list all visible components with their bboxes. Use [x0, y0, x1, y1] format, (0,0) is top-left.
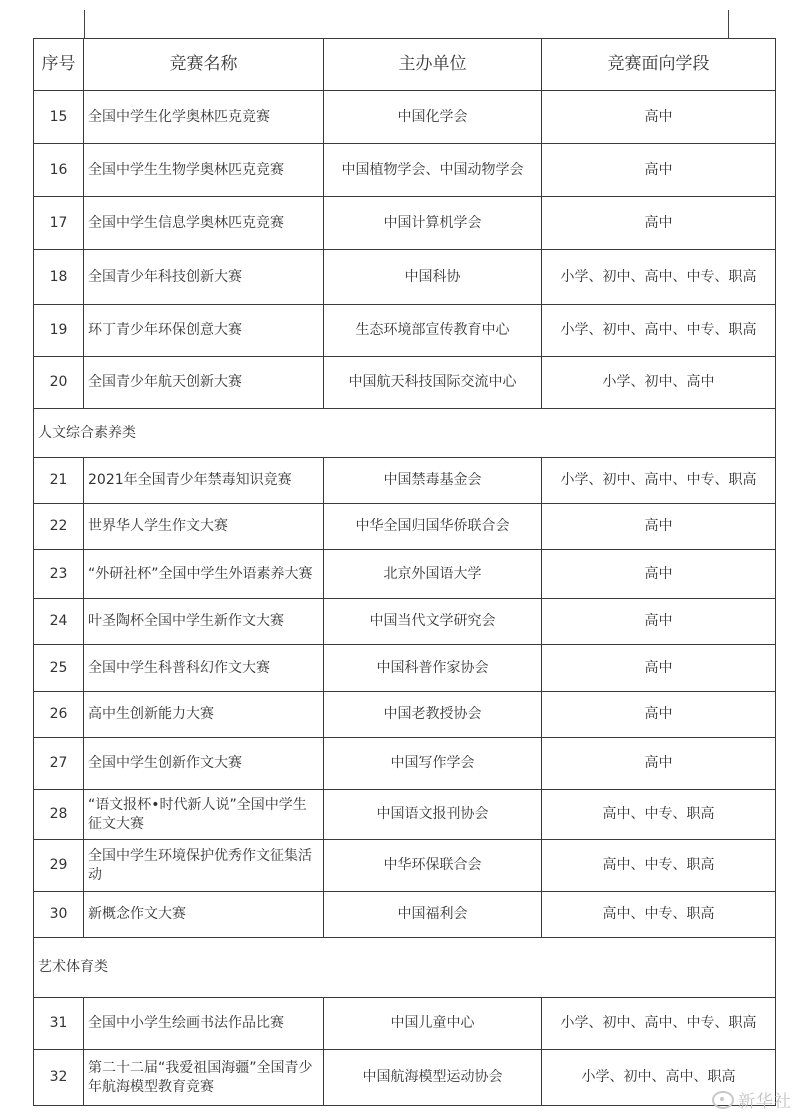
row-level: 小学、初中、高中、中专、职高 — [542, 998, 776, 1050]
table-row — [34, 91, 776, 144]
row-num: 25 — [34, 645, 84, 692]
row-name: 2021年全国青少年禁毒知识竞赛 — [84, 458, 324, 504]
header-row — [34, 39, 776, 91]
row-num: 31 — [34, 998, 84, 1050]
header-name: 竞赛名称 — [84, 39, 324, 91]
table-row — [34, 692, 776, 738]
row-level: 高中、中专、职高 — [542, 892, 776, 938]
row-level: 高中 — [542, 504, 776, 550]
row-org: 中国科协 — [324, 250, 542, 305]
row-name: 全国中学生创新作文大赛 — [84, 738, 324, 790]
watermark — [712, 1087, 792, 1112]
table-row — [34, 599, 776, 645]
row-level: 小学、初中、高中、职高 — [542, 1050, 776, 1106]
row-num: 24 — [34, 599, 84, 645]
row-name: “语文报杯•时代新人说”全国中学生征文大赛 — [84, 790, 324, 840]
crop-mark-left — [84, 10, 85, 38]
row-num: 22 — [34, 504, 84, 550]
row-level: 小学、初中、高中、中专、职高 — [542, 250, 776, 305]
row-num: 29 — [34, 840, 84, 892]
row-level: 高中、中专、职高 — [542, 840, 776, 892]
header-num: 序号 — [34, 39, 84, 91]
row-name: 高中生创新能力大赛 — [84, 692, 324, 738]
row-org: 中国禁毒基金会 — [324, 458, 542, 504]
row-name: 全国中小学生绘画书法作品比赛 — [84, 998, 324, 1050]
competition-table — [33, 38, 776, 1106]
row-name: 全国中学生生物学奥林匹克竞赛 — [84, 144, 324, 197]
header-level: 竞赛面向学段 — [542, 39, 776, 91]
table-row — [34, 144, 776, 197]
row-num: 26 — [34, 692, 84, 738]
table-row — [34, 790, 776, 840]
row-level: 高中 — [542, 738, 776, 790]
row-level: 小学、初中、高中、中专、职高 — [542, 305, 776, 357]
table-row — [34, 357, 776, 409]
row-org: 中华环保联合会 — [324, 840, 542, 892]
table-row — [34, 998, 776, 1050]
row-org: 生态环境部宣传教育中心 — [324, 305, 542, 357]
row-num: 17 — [34, 197, 84, 250]
row-level: 小学、初中、高中、中专、职高 — [542, 458, 776, 504]
table-row — [34, 1050, 776, 1106]
table-row — [34, 250, 776, 305]
row-org: 中国儿童中心 — [324, 998, 542, 1050]
row-org: 中国语文报刊协会 — [324, 790, 542, 840]
row-num: 32 — [34, 1050, 84, 1106]
row-name: 新概念作文大赛 — [84, 892, 324, 938]
row-org: 中国福利会 — [324, 892, 542, 938]
table-row — [34, 840, 776, 892]
row-org: 中国老教授协会 — [324, 692, 542, 738]
row-name: 全国中学生化学奥林匹克竞赛 — [84, 91, 324, 144]
row-level: 小学、初中、高中 — [542, 357, 776, 409]
row-name: 环丁青少年环保创意大赛 — [84, 305, 324, 357]
table-row — [34, 458, 776, 504]
crop-mark-right — [728, 10, 729, 38]
row-org: 北京外国语大学 — [324, 550, 542, 599]
row-name: 第二十二届“我爱祖国海疆”全国青少年航海模型教育竞赛 — [84, 1050, 324, 1106]
row-num: 16 — [34, 144, 84, 197]
section-row-humanities — [34, 409, 776, 458]
row-level: 高中 — [542, 91, 776, 144]
table-row — [34, 504, 776, 550]
row-level: 高中 — [542, 599, 776, 645]
row-org: 中国航天科技国际交流中心 — [324, 357, 542, 409]
table-row — [34, 738, 776, 790]
row-name: 全国中学生信息学奥林匹克竞赛 — [84, 197, 324, 250]
table-row — [34, 197, 776, 250]
header-org: 主办单位 — [324, 39, 542, 91]
row-num: 23 — [34, 550, 84, 599]
weibo-icon — [712, 1091, 734, 1109]
section-title: 艺术体育类 — [34, 938, 776, 998]
table-row — [34, 645, 776, 692]
table-row — [34, 305, 776, 357]
row-name: 全国中学生科普科幻作文大赛 — [84, 645, 324, 692]
table-row — [34, 550, 776, 599]
row-name: 世界华人学生作文大赛 — [84, 504, 324, 550]
row-org: 中国科普作家协会 — [324, 645, 542, 692]
row-num: 15 — [34, 91, 84, 144]
row-level: 高中 — [542, 692, 776, 738]
row-num: 27 — [34, 738, 84, 790]
row-name: 全国青少年航天创新大赛 — [84, 357, 324, 409]
row-level: 高中 — [542, 197, 776, 250]
row-num: 18 — [34, 250, 84, 305]
row-org: 中华全国归国华侨联合会 — [324, 504, 542, 550]
row-org: 中国航海模型运动协会 — [324, 1050, 542, 1106]
row-name: 全国青少年科技创新大赛 — [84, 250, 324, 305]
row-org: 中国植物学会、中国动物学会 — [324, 144, 542, 197]
row-num: 21 — [34, 458, 84, 504]
row-org: 中国化学会 — [324, 91, 542, 144]
section-title: 人文综合素养类 — [34, 409, 776, 458]
row-num: 20 — [34, 357, 84, 409]
row-name: “外研社杯”全国中学生外语素养大赛 — [84, 550, 324, 599]
row-name: 叶圣陶杯全国中学生新作文大赛 — [84, 599, 324, 645]
watermark-text: 新华社 — [738, 1092, 792, 1112]
row-num: 30 — [34, 892, 84, 938]
row-level: 高中 — [542, 144, 776, 197]
table-row — [34, 892, 776, 938]
row-num: 19 — [34, 305, 84, 357]
row-num: 28 — [34, 790, 84, 840]
row-level: 高中 — [542, 645, 776, 692]
section-row-arts — [34, 938, 776, 998]
row-name: 全国中学生环境保护优秀作文征集活动 — [84, 840, 324, 892]
row-level: 高中 — [542, 550, 776, 599]
row-org: 中国当代文学研究会 — [324, 599, 542, 645]
row-org: 中国计算机学会 — [324, 197, 542, 250]
row-level: 高中、中专、职高 — [542, 790, 776, 840]
row-org: 中国写作学会 — [324, 738, 542, 790]
